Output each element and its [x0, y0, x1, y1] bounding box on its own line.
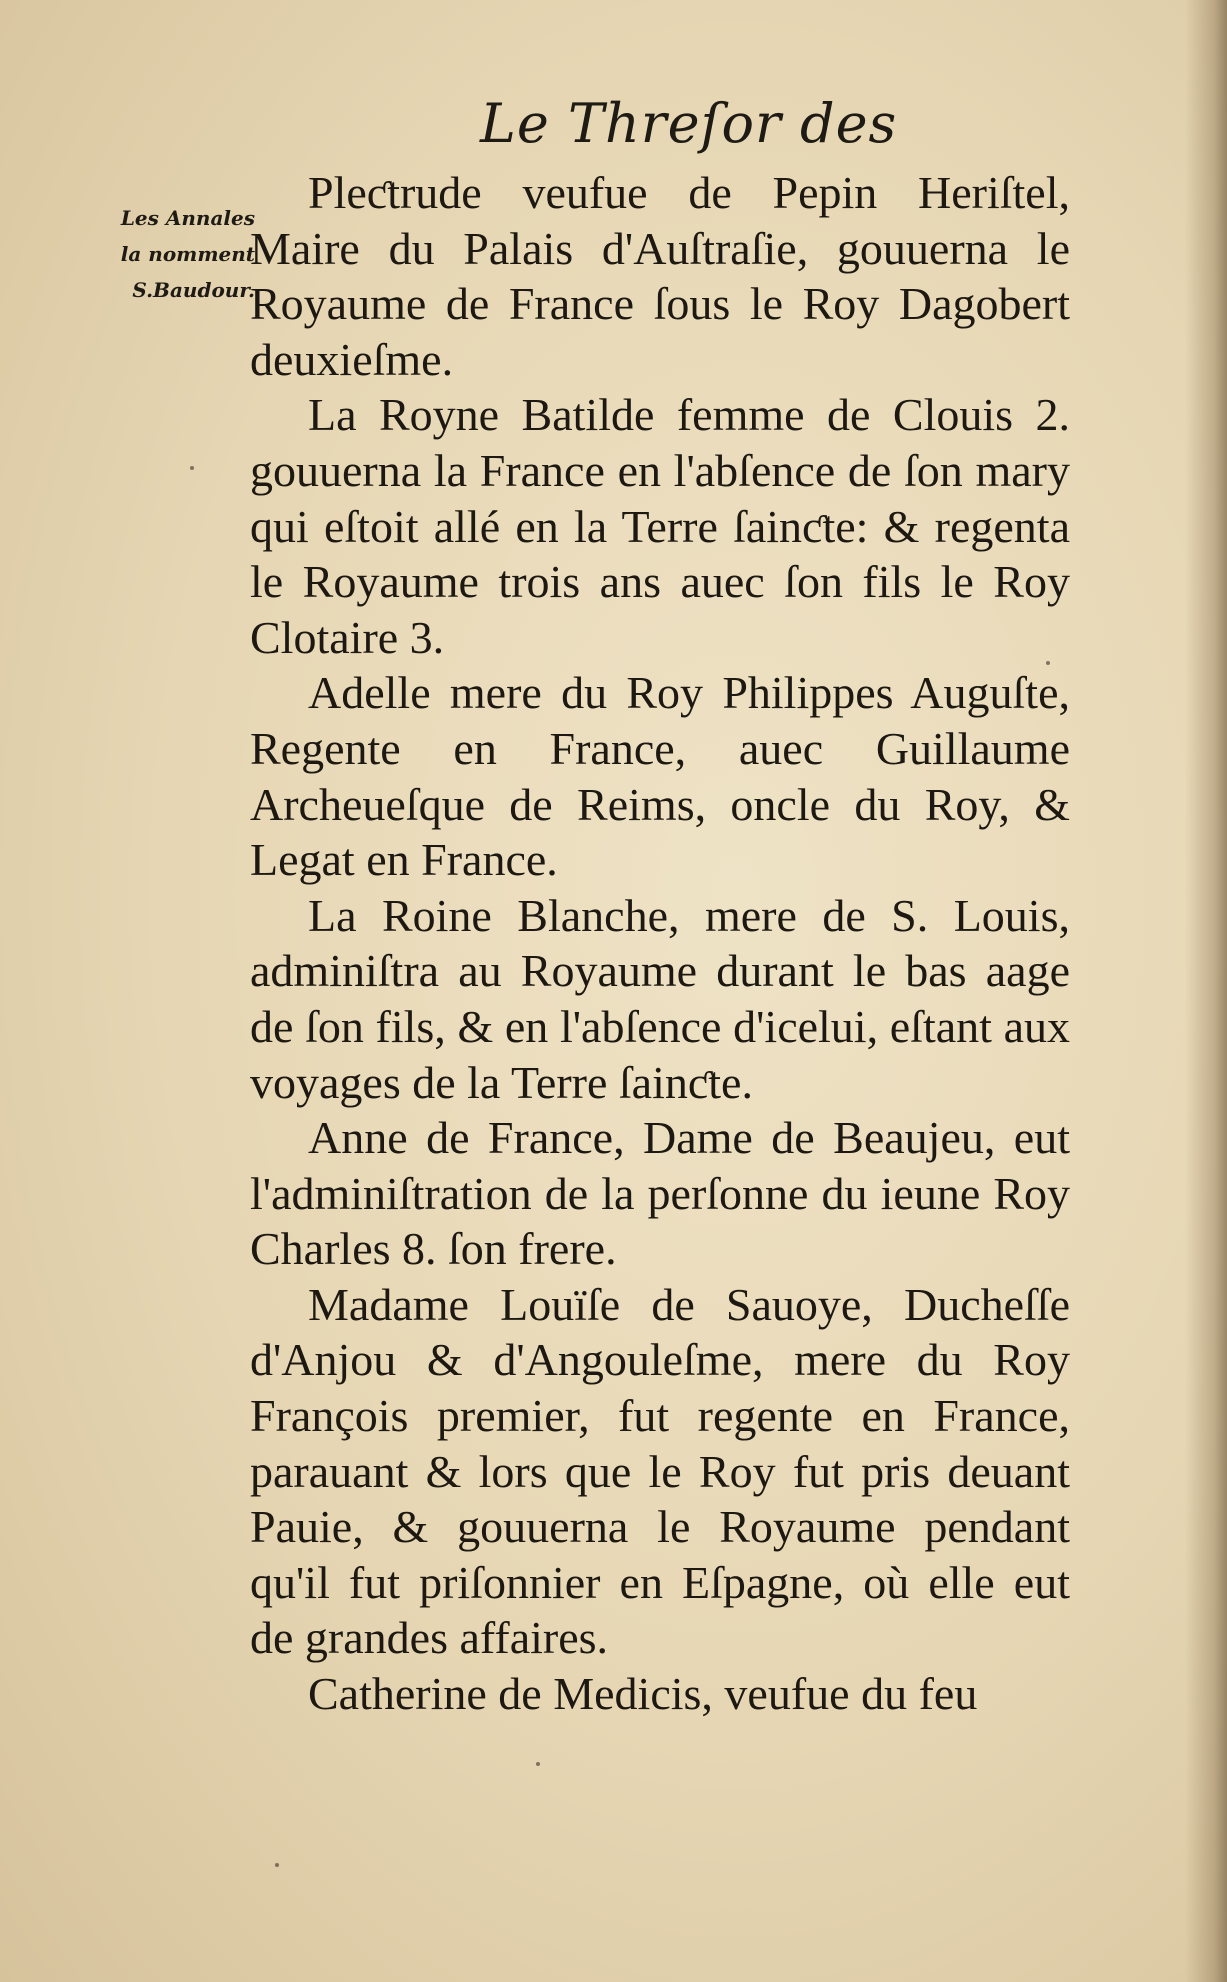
- margin-note-line: la nomment: [120, 242, 255, 266]
- margin-note-line: Les Annales: [120, 206, 255, 230]
- ink-speck: [190, 466, 194, 470]
- body-text: [250, 165, 1070, 1722]
- paragraph: Madame Louïſe de Sauoye, Ducheſſe d'Anjou & d'Angouleſme, mere du Roy François premier, fut regente en France, parauant & lors que le Roy fut pris deuant Pauie, & gouuerna le Royaume pendant qu'il fut priſonnier en Eſpagne, où elle eut de grandes affaires.: [250, 1278, 1070, 1664]
- margin-note-line: S.Baudour.: [132, 278, 255, 302]
- paragraph: Adelle mere du Roy Philippes Auguſte, Regente en France, auec Guillaume Archeueſque de Reims, oncle du Roy, & Legat en France.: [250, 667, 1070, 886]
- paragraph: Anne de France, Dame de Beaujeu, eut l'adminiſtration de la perſonne du ieune Roy Charles 8. ſon frere.: [250, 1112, 1070, 1275]
- paragraph: La Royne Batilde femme de Clouis 2. gouuerna la France en l'abſence de ſon mary qui eſtoit allé en la Terre ſainƈte: & regenta le Royaume trois ans auec ſon fils le Roy Clotaire 3.: [250, 389, 1070, 663]
- running-header: Le Threſor des: [480, 92, 898, 155]
- paragraph: La Roine Blanche, mere de S. Louis, adminiſtra au Royaume durant le bas aage de ſon fils, & en l'abſence d'icelui, eſtant aux voyages de la Terre ſainƈte.: [250, 889, 1070, 1108]
- ink-speck: [1046, 661, 1050, 665]
- paragraph: Catherine de Medicis, veufue du feu: [308, 1668, 978, 1720]
- paragraph: Pleƈtrude veufue de Pepin Heriſtel, Maire du Palais d'Auſtraſie, gouuerna le Royaume de France ſous le Roy Dagobert deuxieſme.: [250, 167, 1070, 385]
- margin-note: [60, 200, 255, 308]
- ink-speck: [536, 1762, 540, 1766]
- page-edge-shadow: [1185, 0, 1227, 1982]
- ink-speck: [275, 1863, 279, 1867]
